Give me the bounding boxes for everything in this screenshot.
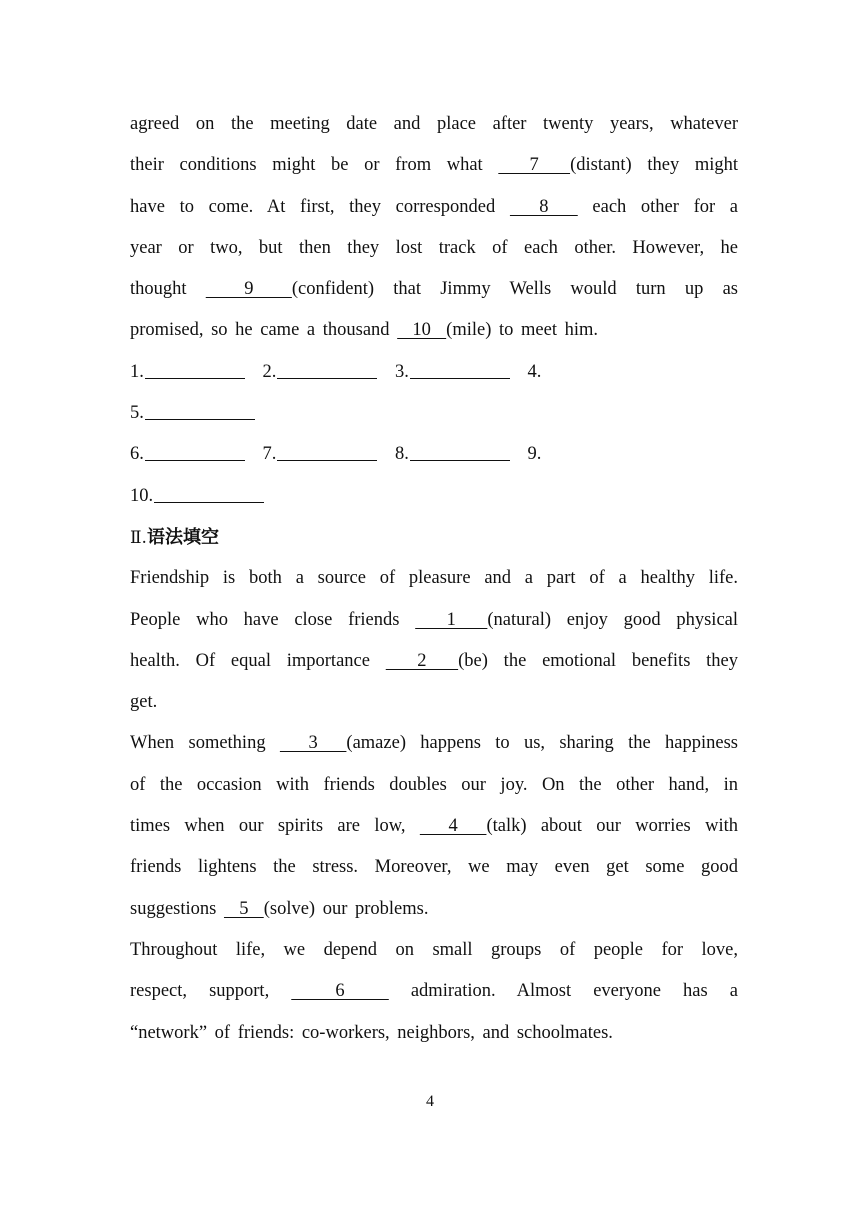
- answer-row: [130, 393, 738, 434]
- passage-line: their conditions might be or from what 7 (distant) they might: [130, 155, 738, 176]
- blank-number: 9: [205, 279, 292, 300]
- passage-line: year or two, but then they lost track of each other. However, he: [130, 237, 738, 258]
- answer-row: [130, 352, 738, 393]
- blank-number: 5: [223, 898, 264, 919]
- passage-line: get.: [130, 692, 158, 713]
- passage-line: have to come. At first, they corresponded 8 each other for a: [130, 196, 738, 217]
- passage-line: Throughout life, we depend on small groups of people for love,: [130, 939, 738, 960]
- passage-line: suggestions 5 (solve) our problems.: [130, 898, 429, 919]
- answer-label: 10.: [130, 485, 154, 506]
- blank-number: 1: [415, 609, 488, 630]
- answer-blank-2[interactable]: [277, 377, 377, 379]
- passage-section-1: [130, 104, 738, 352]
- blank-number: 6: [291, 981, 389, 1002]
- blank-number: 4: [419, 816, 487, 837]
- passage-line: Friendship is both a source of pleasure and a part of a healthy life.: [130, 568, 738, 589]
- answer-row: [130, 476, 738, 517]
- blank-number: 8: [509, 196, 578, 217]
- answer-label: 6.: [130, 444, 144, 465]
- answer-blank-8[interactable]: [410, 459, 510, 461]
- passage-line: of the occasion with friends doubles our joy. On the other hand, in: [130, 774, 738, 795]
- passage-section-2: [130, 558, 738, 1054]
- answer-label: 9.: [527, 444, 542, 465]
- passage-line: promised, so he came a thousand 10 (mile) to meet him.: [130, 320, 598, 341]
- passage-line: friends lightens the stress. Moreover, we may even get some good: [130, 857, 738, 878]
- passage-line: respect, support, 6 admiration. Almost everyone has a: [130, 981, 738, 1002]
- blank-number: 3: [279, 733, 347, 754]
- answer-label: 5.: [130, 403, 144, 424]
- passage-line: When something 3 (amaze) happens to us, sharing the happiness: [130, 733, 738, 754]
- passage-line: health. Of equal importance 2 (be) the emotional benefits they: [130, 650, 739, 671]
- section-title: 语法填空: [146, 526, 219, 548]
- blank-number: 10: [397, 320, 447, 341]
- document-page: [130, 104, 738, 1054]
- answer-label: 8.: [395, 444, 409, 465]
- answer-blank-1[interactable]: [145, 377, 245, 379]
- answer-blanks: [130, 352, 738, 517]
- section-heading: [130, 517, 738, 558]
- answer-blank-6[interactable]: [145, 459, 245, 461]
- passage-line: “network” of friends: co-workers, neighbors, and schoolmates.: [130, 1022, 613, 1043]
- answer-label: 4.: [527, 361, 542, 382]
- passage-line: thought 9 (confident) that Jimmy Wells would turn up as: [130, 279, 738, 300]
- answer-blank-10[interactable]: [154, 501, 264, 503]
- passage-line: times when our spirits are low, 4 (talk) about our worries with: [130, 816, 738, 837]
- answer-label: 1.: [130, 361, 144, 382]
- answer-blank-7[interactable]: [277, 459, 377, 461]
- page-number: 4: [426, 1093, 434, 1110]
- passage-line: People who have close friends 1 (natural) enjoy good physical: [130, 609, 739, 630]
- answer-label: 3.: [395, 361, 409, 382]
- blank-number: 7: [498, 155, 571, 176]
- answer-label: 2.: [262, 361, 277, 382]
- blank-number: 2: [385, 650, 459, 671]
- section-number: Ⅱ.: [130, 527, 147, 548]
- passage-line: agreed on the meeting date and place after twenty years, whatever: [130, 114, 738, 134]
- answer-blank-5[interactable]: [145, 418, 255, 420]
- answer-blank-3[interactable]: [410, 377, 510, 379]
- answer-label: 7.: [262, 444, 277, 465]
- answer-row: [130, 434, 738, 475]
